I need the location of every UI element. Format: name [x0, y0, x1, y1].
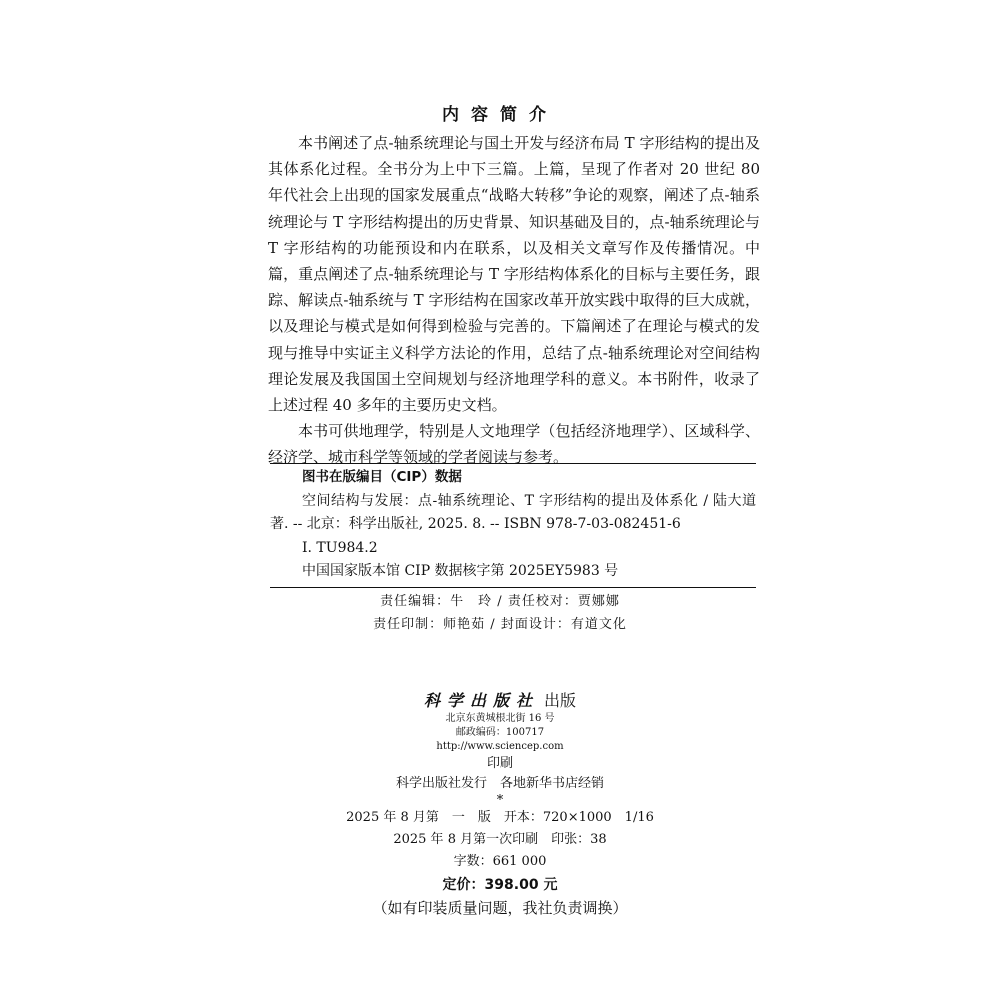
distribution-line: 科学出版社发行 各地新华书店经销 — [395, 776, 604, 791]
summary-title: 内容简介 — [442, 105, 558, 125]
print-run-line: 2025 年 8 月第一次印刷 印张：38 — [393, 832, 607, 847]
cip-entry: 空间结构与发展：点-轴系统理论、T 字形结构的提出及体系化 / 陆大道著. -- 北京：科学出版社, 2025. 8. -- ISBN 978-7-03-082451-6 — [270, 492, 756, 532]
publisher-suffix: 出版 — [538, 691, 577, 710]
editor-credit-line: 责任印制：师艳茹 / 封面设计：有道文化 — [373, 617, 627, 632]
quality-note: （如有印装质量问题，我社负责调换） — [372, 899, 628, 917]
cip-heading: 图书在版编目（CIP）数据 — [302, 469, 462, 485]
publisher-postcode: 邮政编码：100717 — [455, 727, 545, 738]
editor-credit-line: 责任编辑：牛 玲 / 责任校对：贾娜娜 — [380, 594, 620, 609]
editor-credits — [0, 590, 1000, 636]
printing-label: 印刷 — [486, 756, 513, 771]
edition-line: 2025 年 8 月第 一 版 开本：720×1000 1/16 — [346, 810, 654, 825]
publisher-logo-text: 科学出版社 — [423, 691, 539, 710]
publisher-name-line — [0, 690, 1000, 712]
summary-paragraph: 本书阐述了点-轴系统理论与国土开发与经济布局 T 字形结构的提出及其体系化过程。全书分为上中下三篇。上篇，呈现了作者对 20 世纪 80 年代社会上出现的国家发展重点“战略大转移”争论的观察，阐述了点-轴系统理论与 T 字形结构提出的历史背景、知识基础及目的，点-轴系统理论与 T 字形结构的功能预设和内在联系，以及相关文章写作及传播情况。中篇，重点阐述了点-轴系统理论与 T 字形结构体系化的目标与主要任务，跟踪、解读点-轴系统与 T 字形结构在国家改革开放实践中取得的巨大成就，以及理论与模式是如何得到检验与完善的。下篇阐述了在理论与模式的发现与推导中实证主义科学方法论的作用，总结了点-轴系统理论对空间结构理论发展及我国国土空间规划与经济地理学科的意义。本书附件，收录了上述过程 40 多年的主要历史文档。 — [268, 134, 760, 415]
separator-star: * — [496, 793, 504, 808]
cip-classification: Ⅰ. TU984.2 — [302, 539, 378, 556]
publisher-info — [0, 690, 1000, 919]
publisher-url: http://www.sciencep.com — [436, 741, 564, 752]
cip-approval-number: 中国国家版本馆 CIP 数据核字第 2025EY5983 号 — [302, 563, 619, 579]
word-count: 字数：661 000 — [453, 854, 547, 869]
summary-body — [268, 130, 760, 471]
price: 定价：398.00 元 — [442, 877, 558, 893]
publisher-address: 北京东黄城根北街 16 号 — [445, 713, 555, 724]
summary-paragraph: 本书可供地理学，特别是人文地理学（包括经济地理学）、区域科学、经济学、城市科学等领域的学者阅读与参考。 — [268, 422, 760, 467]
cip-data-block — [270, 463, 756, 588]
